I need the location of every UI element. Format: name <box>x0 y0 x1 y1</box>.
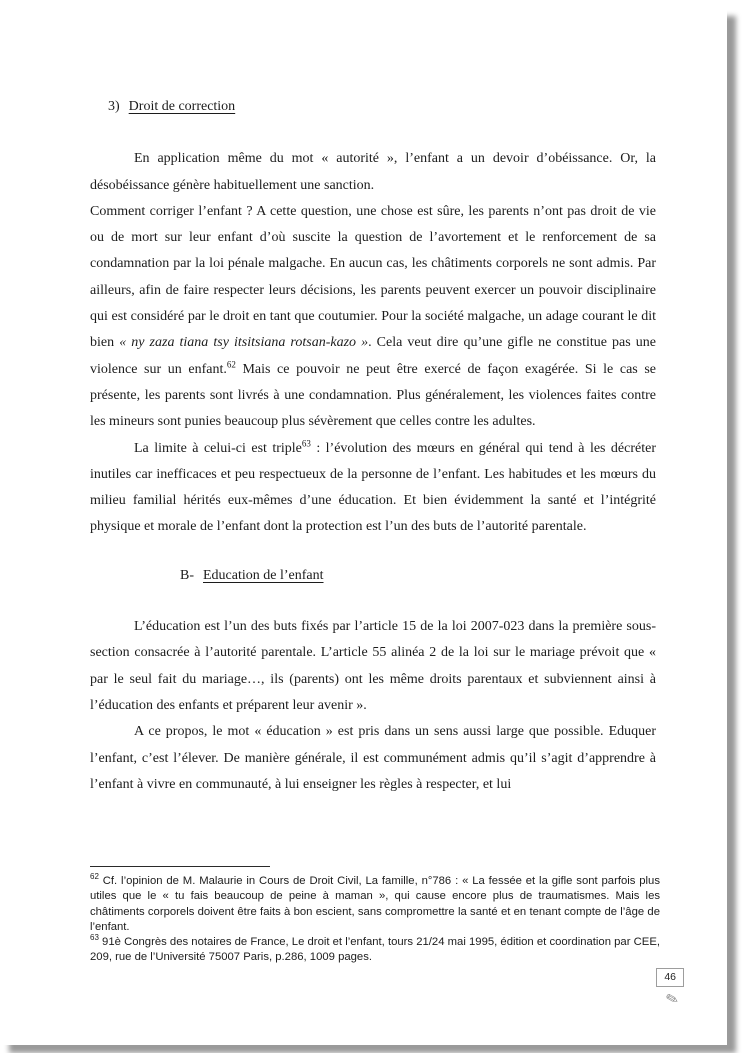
footnote-number: 63 <box>90 933 99 943</box>
footnote-separator <box>90 866 270 867</box>
footnote-ref-63: 63 <box>301 437 311 448</box>
section-number: 3) <box>108 99 120 114</box>
footnote-number: 62 <box>90 872 99 882</box>
footnote-ref-62: 62 <box>226 359 236 370</box>
paragraph-limite <box>90 436 656 541</box>
footnote-63 <box>90 935 660 966</box>
footnote-62 <box>90 874 660 935</box>
page-body <box>90 94 656 864</box>
section-number: B- <box>180 567 194 583</box>
section-title: Education de l’enfant <box>203 567 324 583</box>
document-page <box>0 8 727 1045</box>
section-heading-education <box>180 563 656 589</box>
page-number-box <box>656 968 684 987</box>
paragraph-corriger <box>90 199 656 436</box>
pencil-icon: ✎ <box>664 990 681 1010</box>
section-title: Droit de correction <box>128 99 236 114</box>
paragraph-obeissance: En application même du mot « autorité », l’enfant a un devoir d’obéissance. Or, la désobéissance génère habituellement une sanction. <box>90 151 656 193</box>
text-run: Mais ce pouvoir ne peut être exercé de façon exagérée. Si le cas se présente, les parents sont livrés à une condamnation. Plus généralement, les violences faites contre les mineurs sont punies beaucoup plus sévèrement que celles contre les adultes. <box>90 361 656 430</box>
section-heading-droit-de-correction <box>108 94 656 120</box>
footnote-text: 91è Congrès des notaires de France, Le droit et l’enfant, tours 21/24 mai 1995, édition et coordination par CEE, 209, rue de l’Université 75007 Paris, p.286, 1009 pages. <box>90 936 660 964</box>
text-run: . Cela veut dire qu’une gifle ne constitue pas une violence sur un enfant. <box>90 335 656 377</box>
footnote-text: Cf. l’opinion de M. Malaurie in Cours de Droit Civil, La famille, n°786 : « La fessée et la gifle sont parfois plus utiles que le « tu fais beaucoup de peine à maman », qui cause encore plus de traumatismes. Mais les châtiments corporels doivent être faits à bon escient, sans compromettre la santé et en tenant compte de l’âge de l’enfant. <box>90 875 660 933</box>
text-run: La limite à celui-ci est triple <box>134 440 302 456</box>
text-run: Comment corriger l’enfant ? A cette question, une chose est sûre, les parents n’ont pas droit de vie ou de mort sur leur enfant d’où suscite la question de l’avortement et le renforcement de sa condamnation par la loi pénale malgache. En aucun cas, les châtiments corporels ne sont admis. Par ailleurs, afin de faire respecter leurs décisions, les parents peuvent exercer un pouvoir disciplinaire qui est considéré par le droit en tant que coutumier. Pour la société malgache, un adage courant le dit bien <box>90 203 656 351</box>
footnotes-section <box>90 866 660 966</box>
page-number: 46 <box>664 971 676 983</box>
paragraph-education: L’éducation est l’un des buts fixés par l’article 15 de la loi 2007-023 dans la première sous-section consacrée à l’autorité parentale. L’article 55 alinéa 2 de la loi sur le mariage prévoit que « par le seul fait du mariage…, ils (parents) ont les même droits parentaux et subviennent ainsi à l’éducation des enfants et préparent leur avenir ». <box>90 619 656 713</box>
malagasy-adage-italic: « ny zaza tiana tsy itsitsiana rotsan-kazo » <box>119 335 369 351</box>
text-run: : l’évolution des mœurs en général qui tend à les décréter inutiles car inefficaces et peu respectueux de la personne de l’enfant. Les habitudes et les mœurs du milieu familial hérités eux-mêmes d’une éducation. Et bien évidemment la santé et l’intégrité physique et morale de l’enfant dont la protection est l’un des buts de l’autorité parentale. <box>90 440 656 535</box>
paragraph-apropos: A ce propos, le mot « éducation » est pris dans un sens aussi large que possible. Eduquer l’enfant, c’est l’élever. De manière générale, il est communément admis qu’il s’agit d’apprendre à l’enfant à vivre en communauté, à lui enseigner les règles à respecter, et lui <box>90 724 656 792</box>
